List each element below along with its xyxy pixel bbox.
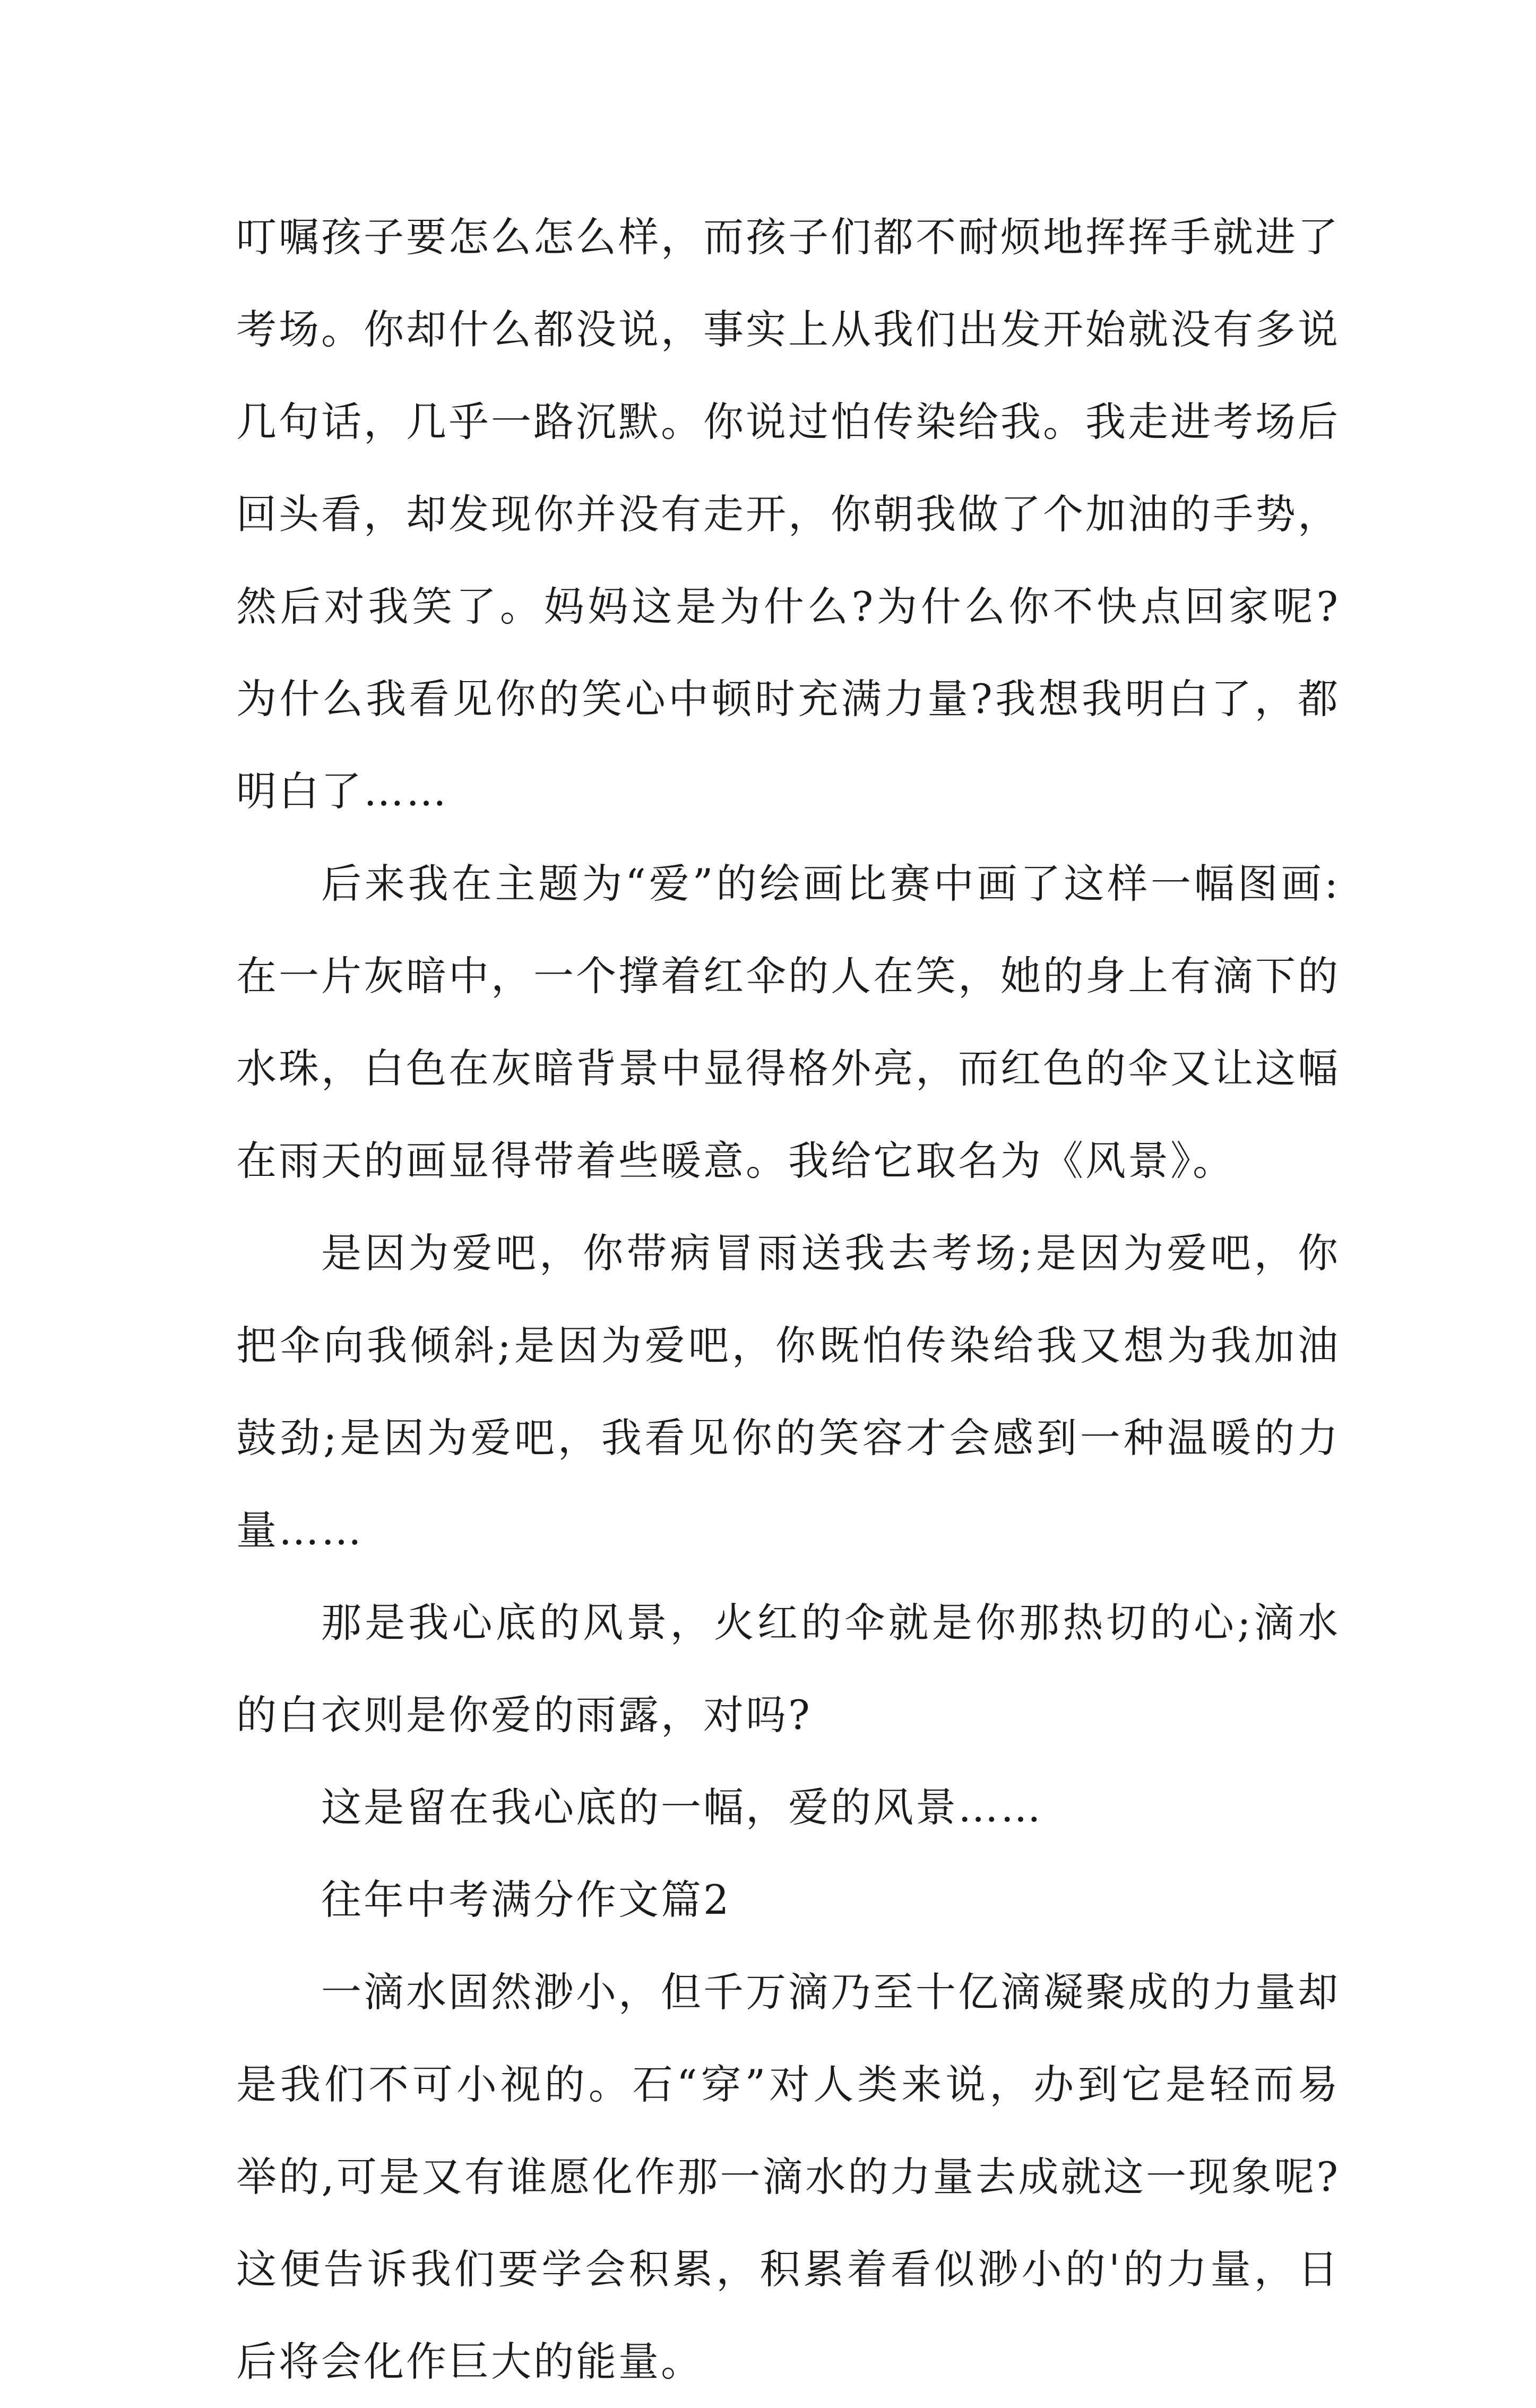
section-heading: 往年中考满分作文篇2: [321, 1876, 731, 1923]
paragraph-5: 这是留在我心底的一幅，爱的风景……: [321, 1784, 1043, 1831]
paragraph-1: 叮嘱孩子要怎么怎么样，而孩子们都不耐烦地挥挥手就进了考场。你却什么都没说，事实上从我们出发开始就没有多说几句话，几乎一路沉默。你说过怕传染给我。我走进考场后回头看，却发现你并没有走开，你朝我做了个加油的手势，然后对我笑了。妈妈这是为什么?为什么你不快点回家呢?为什么我看见你的笑心中顿时充满力量?我想我明白了，都明白了……: [236, 213, 1340, 815]
paragraph-3: 是因为爱吧，你带病冒雨送我去考场;是因为爱吧，你把伞向我倾斜;是因为爱吧，你既怕传染给我又想为我加油鼓劲;是因为爱吧，我看见你的笑容才会感到一种温暖的力量……: [236, 1229, 1340, 1554]
essay-body: [236, 191, 1340, 2408]
paragraph-4: 那是我心底的风景，火红的伞就是你那热切的心;滴水的白衣则是你爱的雨露，对吗?: [236, 1599, 1340, 1739]
paragraph-6: 一滴水固然渺小，但千万滴乃至十亿滴凝聚成的力量却是我们不可小视的。石“穿”对人类来说，办到它是轻而易举的,可是又有谁愿化作那一滴水的力量去成就这一现象呢?这便告诉我们要学会积累，积累着看似渺小的'的力量，日后将会化作巨大的能量。: [236, 1968, 1340, 2385]
paragraph-2: 后来我在主题为“爱”的绘画比赛中画了这样一幅图画:在一片灰暗中，一个撑着红伞的人在笑，她的身上有滴下的水珠，白色在灰暗背景中显得格外亮，而红色的伞又让这幅在雨天的画显得带着些暖意。我给它取名为《风景》。: [236, 860, 1340, 1184]
